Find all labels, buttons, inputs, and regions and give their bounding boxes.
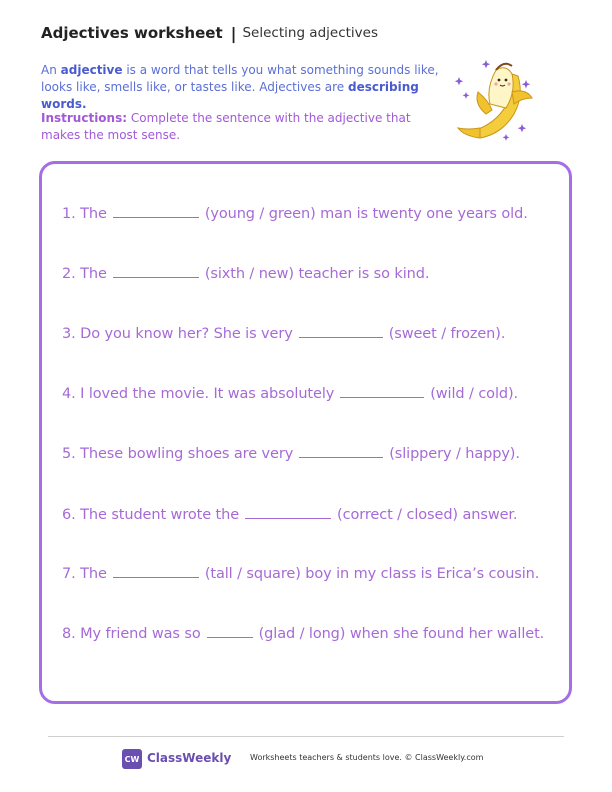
question-1 (62, 206, 528, 222)
question-choices: (correct / closed) answer. (337, 507, 518, 523)
question-text: 7. The (62, 566, 107, 582)
intro-text-2: is a word that tells you what something sounds like, looks like, smells like, or tastes like. Adjectives are (41, 63, 439, 94)
question-2 (62, 266, 429, 282)
answer-blank[interactable] (299, 326, 383, 338)
instructions-label: Instructions: (41, 111, 128, 125)
answer-blank[interactable] (113, 266, 199, 278)
question-choices: (slippery / happy). (389, 446, 520, 462)
question-3 (62, 326, 505, 342)
question-8 (62, 626, 544, 642)
keyword-describing-words: describing words. (41, 80, 419, 111)
banana-icon (446, 52, 542, 148)
classweekly-logo: CW (122, 749, 142, 769)
question-text: 1. The (62, 206, 107, 222)
answer-blank[interactable] (113, 206, 199, 218)
footer-tagline: Worksheets teachers & students love. © ClassWeekly.com (250, 753, 484, 762)
intro-text-1: An (41, 63, 61, 77)
answer-blank[interactable] (340, 386, 424, 398)
question-text: 5. These bowling shoes are very (62, 446, 294, 462)
question-4 (62, 386, 518, 402)
worksheet-subtitle: Selecting adjectives (242, 25, 378, 41)
intro-paragraph (41, 62, 451, 113)
worksheet-title: Adjectives worksheet (41, 24, 223, 42)
question-choices: (sixth / new) teacher is so kind. (204, 266, 430, 282)
question-7 (62, 566, 539, 582)
instructions (41, 110, 441, 144)
question-choices: (wild / cold). (430, 386, 519, 402)
questions-box (39, 161, 572, 704)
question-5 (62, 446, 520, 462)
answer-blank[interactable] (113, 566, 199, 578)
question-text: 6. The student wrote the (62, 507, 240, 523)
question-choices: (sweet / frozen). (388, 326, 506, 342)
worksheet-header (41, 22, 378, 44)
question-text: 8. My friend was so (62, 626, 201, 642)
title-separator: | (230, 23, 237, 43)
answer-blank[interactable] (207, 626, 253, 638)
keyword-adjective: adjective (60, 63, 123, 77)
question-text: 3. Do you know her? She is very (62, 326, 293, 342)
footer-divider (48, 736, 564, 737)
question-choices: (tall / square) boy in my class is Erica’s cousin. (204, 566, 540, 582)
question-text: 2. The (62, 266, 107, 282)
question-6 (62, 507, 517, 523)
instructions-text: Complete the sentence with the adjective that makes the most sense. (41, 111, 411, 142)
question-text: 4. I loved the movie. It was absolutely (62, 386, 335, 402)
brand-name: ClassWeekly (147, 751, 232, 765)
answer-blank[interactable] (245, 507, 331, 519)
answer-blank[interactable] (299, 446, 383, 458)
question-choices: (glad / long) when she found her wallet. (258, 626, 545, 642)
question-choices: (young / green) man is twenty one years old. (204, 206, 528, 222)
